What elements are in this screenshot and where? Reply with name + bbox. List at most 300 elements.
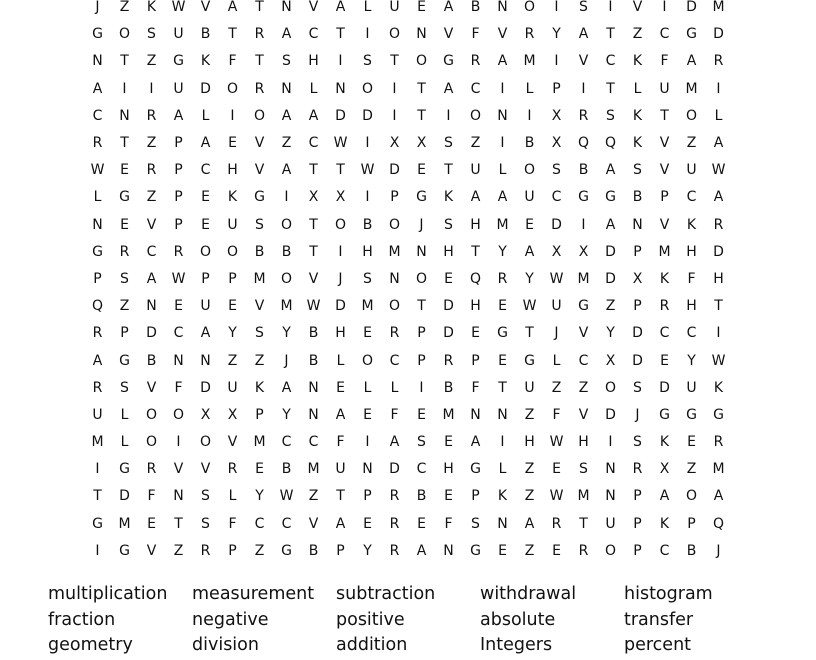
grid-letter: G (713, 406, 724, 423)
grid-letter: N (605, 488, 616, 505)
grid-letter: J (419, 216, 424, 233)
grid-letter: H (470, 298, 481, 315)
word-list-item: histogram (624, 584, 713, 604)
grid-letter: P (120, 325, 129, 342)
grid-letter: A (92, 352, 103, 369)
word-list-item: withdrawal (480, 584, 577, 604)
grid-letter: M (442, 406, 455, 423)
grid-letter: R (578, 107, 589, 124)
grid-letter: X (389, 135, 400, 152)
grid-letter: E (120, 162, 129, 179)
grid-letter: U (605, 515, 616, 532)
grid-letter: P (174, 189, 183, 206)
grid-letter: E (201, 216, 210, 233)
grid-letter: C (308, 26, 319, 43)
grid-letter: Z (551, 379, 562, 396)
grid-letter: W (279, 488, 294, 505)
grid-letter: P (201, 270, 210, 287)
grid-letter: G (686, 26, 697, 43)
grid-letter: D (362, 107, 373, 124)
grid-letter: X (551, 243, 562, 260)
grid-letter: X (335, 189, 346, 206)
grid-letter: I (284, 189, 289, 206)
grid-letter: O (145, 434, 158, 451)
grid-letter: C (254, 515, 265, 532)
grid-letter: E (120, 216, 129, 233)
grid-letter: F (390, 406, 399, 423)
grid-letter: Z (605, 298, 616, 315)
grid-letter: F (687, 270, 696, 287)
grid-letter: G (524, 352, 535, 369)
grid-letter: F (444, 515, 453, 532)
grid-letter: I (608, 0, 613, 16)
grid-letter: P (471, 488, 480, 505)
grid-row (84, 21, 734, 48)
grid-letter: D (335, 298, 346, 315)
grid-letter: J (635, 406, 640, 423)
grid-letter: I (716, 325, 721, 342)
grid-letter: D (335, 107, 346, 124)
word-list-item: subtraction (336, 584, 436, 604)
grid-letter: H (713, 270, 724, 287)
grid-letter: G (119, 189, 130, 206)
grid-letter: H (686, 243, 697, 260)
grid-letter: D (200, 379, 211, 396)
grid-letter: W (549, 488, 564, 505)
grid-letter: P (633, 515, 642, 532)
grid-letter: E (687, 434, 696, 451)
grid-letter: B (578, 162, 589, 179)
grid-letter: B (686, 542, 697, 559)
grid-letter: V (443, 26, 454, 43)
grid-letter: Y (525, 270, 534, 287)
grid-row (84, 293, 734, 320)
grid-letter: K (254, 379, 265, 396)
grid-letter: L (336, 352, 345, 369)
grid-letter: T (309, 162, 318, 179)
grid-letter: O (280, 216, 293, 233)
grid-letter: V (200, 0, 211, 16)
grid-letter: Z (227, 352, 238, 369)
grid-letter: I (365, 434, 370, 451)
grid-letter: O (604, 542, 617, 559)
grid-letter: I (662, 0, 667, 16)
grid-letter: K (686, 216, 697, 233)
grid-letter: I (338, 243, 343, 260)
grid-letter: X (605, 352, 616, 369)
grid-letter: S (147, 26, 156, 43)
grid-letter: T (174, 515, 183, 532)
grid-letter: S (633, 434, 642, 451)
grid-letter: M (361, 298, 374, 315)
grid-letter: P (417, 352, 426, 369)
grid-letter: I (500, 135, 505, 152)
grid-letter: I (365, 135, 370, 152)
grid-letter: B (146, 352, 157, 369)
grid-letter: L (498, 162, 507, 179)
grid-letter: L (120, 434, 129, 451)
grid-letter: R (713, 53, 724, 70)
grid-letter: R (173, 243, 184, 260)
grid-letter: C (389, 352, 400, 369)
grid-letter: D (200, 80, 211, 97)
grid-letter: V (146, 379, 157, 396)
grid-letter: M (577, 488, 590, 505)
grid-letter: L (363, 379, 372, 396)
grid-letter: E (336, 379, 345, 396)
grid-letter: Z (308, 488, 319, 505)
grid-letter: E (552, 542, 561, 559)
grid-letter: M (496, 216, 509, 233)
grid-letter: W (171, 0, 186, 16)
grid-letter: B (308, 325, 319, 342)
grid-letter: O (388, 298, 401, 315)
grid-letter: P (390, 189, 399, 206)
grid-letter: B (470, 0, 481, 16)
grid-letter: R (254, 26, 265, 43)
grid-letter: T (336, 162, 345, 179)
grid-letter: R (92, 325, 103, 342)
grid-letter: D (686, 0, 697, 16)
grid-letter: I (554, 0, 559, 16)
grid-letter: N (632, 216, 643, 233)
grid-letter: C (659, 26, 670, 43)
grid-letter: V (578, 406, 589, 423)
grid-letter: D (443, 325, 454, 342)
grid-letter: B (281, 243, 292, 260)
grid-letter: J (554, 325, 559, 342)
grid-letter: T (525, 325, 534, 342)
grid-row (84, 320, 734, 347)
grid-letter: Q (604, 135, 617, 152)
grid-letter: R (443, 352, 454, 369)
grid-letter: T (606, 26, 615, 43)
grid-letter: E (417, 0, 426, 16)
word-list-item: fraction (48, 609, 116, 630)
grid-letter: R (713, 434, 724, 451)
grid-letter: S (444, 135, 453, 152)
grid-letter: P (174, 216, 183, 233)
grid-letter: A (308, 107, 319, 124)
grid-letter: X (416, 135, 427, 152)
grid-letter: B (632, 189, 643, 206)
grid-letter: O (469, 107, 482, 124)
grid-letter: L (201, 107, 210, 124)
grid-letter: P (255, 406, 264, 423)
grid-letter: E (255, 461, 264, 478)
grid-letter: A (416, 542, 427, 559)
grid-letter: Y (687, 352, 696, 369)
grid-letter: C (281, 434, 292, 451)
grid-letter: M (685, 80, 698, 97)
grid-letter: C (686, 325, 697, 342)
grid-letter: T (660, 107, 669, 124)
grid-letter: C (146, 243, 157, 260)
grid-letter: G (578, 189, 589, 206)
grid-letter: D (632, 352, 643, 369)
grid-letter: Z (524, 488, 535, 505)
grid-letter: D (389, 461, 400, 478)
grid-letter: I (392, 80, 397, 97)
grid-letter: J (284, 352, 289, 369)
grid-letter: H (686, 298, 697, 315)
grid-letter: T (606, 80, 615, 97)
grid-letter: D (119, 488, 130, 505)
grid-letter: X (227, 406, 238, 423)
grid-letter: H (335, 325, 346, 342)
grid-letter: O (415, 53, 428, 70)
grid-letter: S (552, 162, 561, 179)
grid-letter: U (470, 162, 481, 179)
grid-letter: Z (254, 542, 265, 559)
grid-letter: U (227, 379, 238, 396)
grid-letter: G (416, 189, 427, 206)
grid-letter: Z (119, 298, 130, 315)
grid-letter: R (119, 243, 130, 260)
grid-letter: I (230, 107, 235, 124)
grid-letter: A (524, 243, 535, 260)
grid-letter: Z (281, 135, 292, 152)
grid-letter: U (659, 80, 670, 97)
grid-letter: G (605, 189, 616, 206)
word-search-grid (84, 0, 734, 565)
grid-letter: O (172, 406, 185, 423)
grid-letter: C (92, 107, 103, 124)
grid-letter: R (92, 135, 103, 152)
grid-letter: P (633, 243, 642, 260)
grid-letter: W (549, 270, 564, 287)
grid-letter: E (417, 406, 426, 423)
grid-row (84, 157, 734, 184)
grid-letter: Z (524, 461, 535, 478)
grid-letter: A (605, 216, 616, 233)
grid-letter: R (470, 53, 481, 70)
grid-letter: N (92, 216, 103, 233)
grid-letter: P (93, 270, 102, 287)
grid-letter: D (605, 243, 616, 260)
grid-letter: F (228, 53, 237, 70)
grid-letter: S (579, 0, 588, 16)
grid-letter: Z (254, 352, 265, 369)
grid-letter: N (605, 461, 616, 478)
grid-letter: A (470, 189, 481, 206)
grid-letter: T (714, 298, 723, 315)
grid-letter: W (711, 352, 726, 369)
grid-letter: Y (606, 325, 615, 342)
grid-letter: I (716, 80, 721, 97)
grid-letter: S (255, 325, 264, 342)
grid-letter: F (336, 434, 345, 451)
grid-letter: P (228, 270, 237, 287)
grid-letter: N (443, 542, 454, 559)
grid-letter: H (578, 434, 589, 451)
grid-letter: P (687, 515, 696, 532)
grid-row (84, 48, 734, 75)
grid-letter: E (363, 325, 372, 342)
grid-letter: S (417, 434, 426, 451)
grid-letter: C (416, 461, 427, 478)
grid-letter: W (549, 434, 564, 451)
grid-letter: N (362, 461, 373, 478)
grid-letter: X (551, 107, 562, 124)
grid-letter: I (338, 53, 343, 70)
grid-letter: T (417, 298, 426, 315)
grid-letter: C (659, 325, 670, 342)
grid-letter: K (713, 379, 724, 396)
grid-letter: P (660, 189, 669, 206)
grid-letter: I (554, 53, 559, 70)
grid-letter: S (120, 379, 129, 396)
grid-letter: N (335, 80, 346, 97)
grid-letter: M (388, 243, 401, 260)
grid-letter: Y (282, 325, 291, 342)
grid-letter: G (443, 53, 454, 70)
grid-letter: O (199, 434, 212, 451)
grid-letter: U (173, 80, 184, 97)
grid-letter: K (659, 434, 670, 451)
grid-letter: T (444, 162, 453, 179)
grid-letter: Y (552, 26, 561, 43)
grid-letter: N (92, 53, 103, 70)
grid-letter: X (578, 243, 589, 260)
grid-letter: M (280, 298, 293, 315)
grid-letter: N (200, 352, 211, 369)
grid-letter: V (173, 461, 184, 478)
grid-letter: E (417, 162, 426, 179)
grid-letter: K (632, 53, 643, 70)
grid-letter: Y (282, 406, 291, 423)
grid-letter: A (281, 107, 292, 124)
grid-letter: T (471, 243, 480, 260)
grid-letter: A (146, 270, 157, 287)
grid-letter: A (389, 434, 400, 451)
grid-letter: A (470, 434, 481, 451)
grid-row (84, 266, 734, 293)
grid-letter: M (253, 434, 266, 451)
grid-row (84, 375, 734, 402)
grid-letter: S (201, 515, 210, 532)
grid-letter: P (552, 80, 561, 97)
grid-letter: L (498, 461, 507, 478)
grid-letter: B (524, 135, 535, 152)
grid-letter: B (362, 216, 373, 233)
grid-letter: A (443, 0, 454, 16)
grid-letter: L (309, 80, 318, 97)
grid-letter: X (200, 406, 211, 423)
grid-letter: V (578, 53, 589, 70)
grid-letter: P (336, 542, 345, 559)
grid-letter: R (578, 542, 589, 559)
grid-letter: G (173, 53, 184, 70)
grid-letter: A (281, 379, 292, 396)
word-list-item: measurement (192, 584, 315, 604)
grid-letter: I (95, 542, 100, 559)
grid-letter: W (522, 298, 537, 315)
grid-letter: O (145, 406, 158, 423)
grid-letter: N (470, 406, 481, 423)
grid-letter: L (390, 379, 399, 396)
grid-letter: F (552, 406, 561, 423)
grid-letter: A (335, 515, 346, 532)
grid-letter: X (551, 135, 562, 152)
grid-letter: H (443, 243, 454, 260)
grid-letter: A (335, 406, 346, 423)
grid-letter: G (92, 515, 103, 532)
grid-letter: E (498, 298, 507, 315)
grid-letter: T (579, 515, 588, 532)
grid-letter: O (415, 270, 428, 287)
grid-letter: I (500, 434, 505, 451)
grid-letter: W (711, 162, 726, 179)
grid-letter: Z (146, 189, 157, 206)
grid-letter: I (581, 216, 586, 233)
grid-letter: Z (632, 26, 643, 43)
grid-letter: V (659, 135, 670, 152)
grid-letter: A (524, 515, 535, 532)
grid-letter: N (497, 515, 508, 532)
grid-letter: O (361, 352, 374, 369)
grid-letter: P (633, 542, 642, 559)
grid-letter: L (363, 0, 372, 16)
grid-letter: I (446, 107, 451, 124)
grid-letter: Q (577, 135, 590, 152)
grid-letter: C (200, 162, 211, 179)
grid-row (84, 184, 734, 211)
grid-letter: X (308, 189, 319, 206)
grid-letter: M (91, 434, 104, 451)
grid-letter: I (95, 461, 100, 478)
grid-letter: E (228, 135, 237, 152)
grid-letter: I (392, 107, 397, 124)
grid-letter: R (713, 216, 724, 233)
word-list-item: transfer (624, 609, 694, 630)
grid-letter: L (525, 80, 534, 97)
grid-letter: T (336, 488, 345, 505)
grid-row (84, 0, 734, 21)
grid-letter: P (417, 325, 426, 342)
grid-letter: N (416, 243, 427, 260)
grid-letter: P (633, 488, 642, 505)
word-list-item: geometry (48, 635, 133, 655)
grid-letter: T (120, 135, 129, 152)
grid-letter: V (632, 0, 643, 16)
grid-letter: O (604, 379, 617, 396)
grid-letter: C (173, 325, 184, 342)
grid-letter: P (228, 542, 237, 559)
grid-letter: O (523, 162, 536, 179)
grid-letter: S (471, 515, 480, 532)
grid-letter: A (497, 53, 508, 70)
grid-row (84, 347, 734, 374)
grid-letter: R (146, 461, 157, 478)
word-list-item: Integers (480, 635, 553, 655)
grid-letter: G (578, 298, 589, 315)
grid-row (84, 429, 734, 456)
grid-letter: J (95, 0, 100, 16)
grid-letter: A (173, 107, 184, 124)
grid-letter: U (686, 379, 697, 396)
grid-letter: H (362, 243, 373, 260)
grid-letter: Y (255, 488, 264, 505)
grid-letter: S (282, 53, 291, 70)
grid-letter: N (173, 352, 184, 369)
grid-letter: M (118, 515, 131, 532)
grid-letter: B (254, 243, 265, 260)
grid-letter: K (146, 0, 157, 16)
grid-row (84, 511, 734, 538)
grid-letter: E (471, 325, 480, 342)
grid-letter: K (632, 135, 643, 152)
